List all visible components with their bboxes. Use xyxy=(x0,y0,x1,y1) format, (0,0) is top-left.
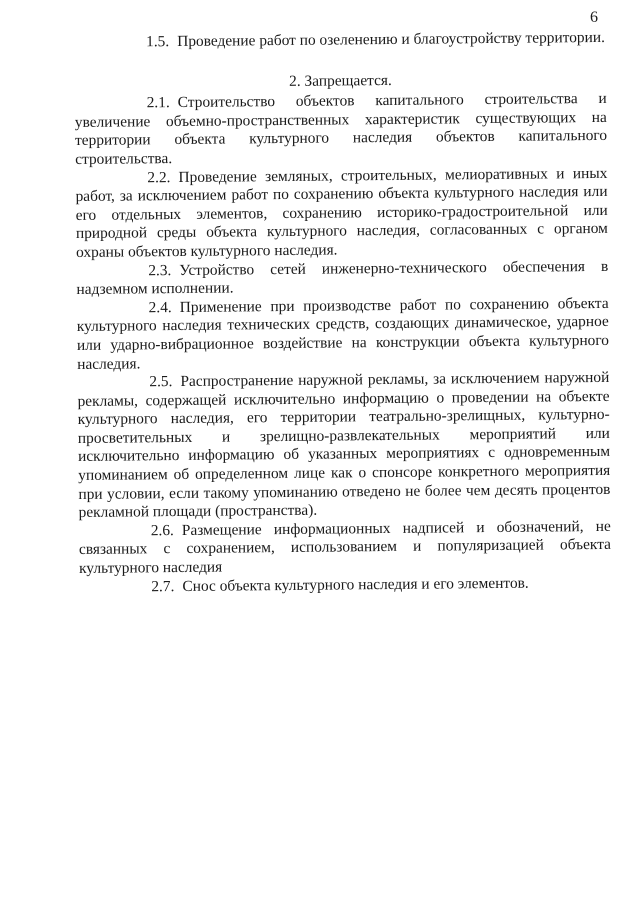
item-2-6 xyxy=(79,518,612,579)
item-number: 2.2. xyxy=(147,168,171,186)
item-number: 2.6. xyxy=(150,521,174,540)
item-text: Снос объекта культурного наследия и его элементов. xyxy=(182,574,529,595)
item-text: Устройство сетей инженерно-технического обеспечения в надземном исполнении. xyxy=(76,257,609,299)
item-2-4 xyxy=(77,295,610,374)
item-1-5 xyxy=(74,29,606,53)
item-number: 2.1. xyxy=(146,94,170,112)
item-2-3 xyxy=(76,257,608,299)
item-number: 2.4. xyxy=(148,298,172,317)
item-2-7 xyxy=(79,573,611,597)
item-text: Проведение земляных, строительных, мелиоративных и иных работ, за исключением работ по сохранению объекта культурного наследия или его отдельных элементов, сохранению историко-градостроительной или природной среды объекта культурного наследия, согласованных с органом охраны объектов культурного наследия. xyxy=(75,164,608,261)
section-title: 2. Запрещается. xyxy=(289,71,392,90)
item-2-1 xyxy=(75,90,608,169)
item-text: Распространение наружной рекламы, за исключением наружной рекламы, содержащей исключительно информацию о проведении на объекте культурного наследия, его территории театрально-зрелищных, культурно-просветительных и зрелищно-развлекательных мероприятий или исключительно информацию об указанных мероприятиях с одновременным упоминанием об определенном лице как о спонсоре конкретного мероприятия при условии, если такому упоминанию отведено не более чем десять процентов рекламной площади (пространства). xyxy=(77,368,611,522)
item-number: 1.5. xyxy=(145,33,170,51)
item-number: 2.7. xyxy=(151,577,175,595)
item-number: 2.3. xyxy=(148,261,172,279)
item-text: Проведение работ по озеленению и благоустройству территории. xyxy=(177,28,605,51)
item-2-2 xyxy=(75,164,608,262)
item-text: Размещение информационных надписей и обозначений, не связанных с сохранением, использованием и популяризацией объекта культурного наследия xyxy=(78,517,612,578)
document-body xyxy=(74,29,611,597)
page-number: 6 xyxy=(590,9,598,26)
item-2-5 xyxy=(77,369,610,523)
item-number: 2.5. xyxy=(149,373,173,391)
item-text: Строительство объектов капитального строительства и увеличение объемно-пространственных характеристик существующих на территории объекта культурного наследия объектов капитального строительства. xyxy=(74,90,608,168)
item-text: Применение при производстве работ по сохранению объекта культурного наследия технических средств, создающих динамическое, ударное или ударно-вибрационное воздействие на конструкции объекта культурного наследия. xyxy=(76,294,610,373)
